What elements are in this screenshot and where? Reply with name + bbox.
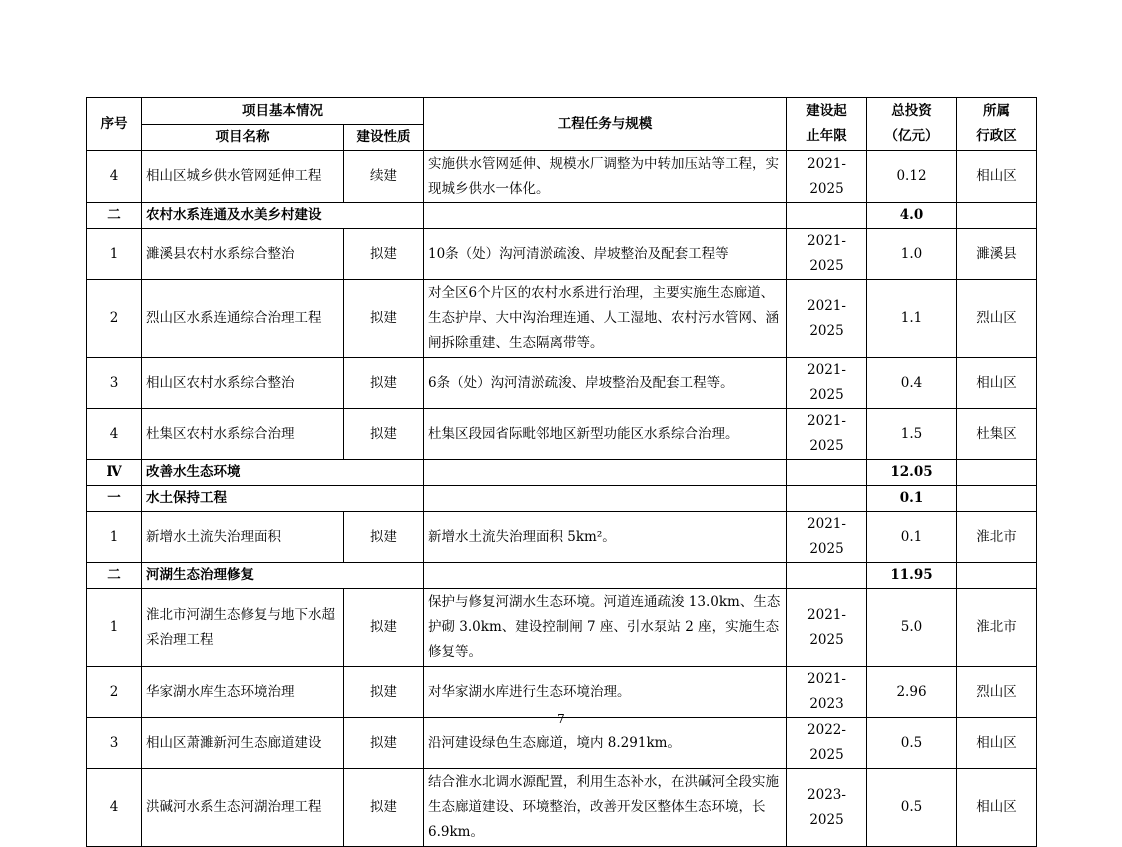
header-district [957,98,1037,151]
row-invest: 0.12 [867,151,957,203]
row-seq: 3 [87,358,142,409]
header-period-line1: 建设起 [806,103,847,119]
row-seq: 2 [87,667,142,718]
row-period: 2022-2025 [787,718,867,769]
row-invest: 0.5 [867,769,957,847]
row-period: 2021-2025 [787,589,867,667]
header-invest-line1: 总投资 [891,103,932,119]
row-name: 相山区萧濉新河生态廊道建设 [142,718,344,769]
row-nature: 拟建 [344,229,424,280]
row-nature: 续建 [344,151,424,203]
row-district [957,486,1037,512]
row-nature: 拟建 [344,280,424,358]
row-seq: 2 [87,280,142,358]
row-period: 2021-2023 [787,667,867,718]
header-task: 工程任务与规模 [424,98,787,151]
section-row [87,563,1037,589]
row-period: 2023-2025 [787,769,867,847]
row-district: 烈山区 [957,667,1037,718]
row-name: 濉溪县农村水系综合整治 [142,229,344,280]
header-basic-info: 项目基本情况 [142,98,424,125]
header-period-line2: 止年限 [806,128,847,144]
row-seq: 1 [87,512,142,563]
table-row [87,358,1037,409]
row-task [424,460,787,486]
header-invest-line2: （亿元） [884,128,939,144]
row-invest: 2.96 [867,667,957,718]
row-seq: 二 [87,563,142,589]
row-period: 2021-2025 [787,358,867,409]
row-name: 相山区农村水系综合整治 [142,358,344,409]
table-row [87,151,1037,203]
row-invest: 5.0 [867,589,957,667]
row-nature: 拟建 [344,358,424,409]
row-task: 对全区6个片区的农村水系进行治理，主要实施生态廊道、生态护岸、大中沟治理连通、人工湿地、农村污水管网、涵闸拆除重建、生态隔离带等。 [424,280,787,358]
row-nature: 拟建 [344,409,424,460]
table-row [87,667,1037,718]
row-task: 结合淮水北调水源配置，利用生态补水，在洪碱河全段实施生态廊道建设、环境整治，改善开发区整体生态环境，长 6.9km。 [424,769,787,847]
header-name: 项目名称 [142,125,344,151]
row-seq: 二 [87,203,142,229]
row-district: 相山区 [957,769,1037,847]
row-district: 杜集区 [957,409,1037,460]
table-row [87,229,1037,280]
row-name: 洪碱河水系生态河湖治理工程 [142,769,344,847]
row-task: 保护与修复河湖水生态环境。河道连通疏浚 13.0km、生态护砌 3.0km、建设控制闸 7 座、引水泵站 2 座，实施生态修复等。 [424,589,787,667]
row-name: 烈山区水系连通综合治理工程 [142,280,344,358]
row-invest: 0.5 [867,718,957,769]
row-nature: 拟建 [344,769,424,847]
row-period: 2021-2025 [787,280,867,358]
row-task [424,486,787,512]
row-invest: 0.1 [867,486,957,512]
row-district: 相山区 [957,151,1037,203]
row-seq: 1 [87,229,142,280]
row-invest: 1.5 [867,409,957,460]
table-row [87,280,1037,358]
row-name: 农村水系连通及水美乡村建设 [142,203,424,229]
row-seq: 3 [87,718,142,769]
row-period: 2021-2025 [787,409,867,460]
row-task: 实施供水管网延伸、规模水厂调整为中转加压站等工程，实现城乡供水一体化。 [424,151,787,203]
row-seq: 4 [87,151,142,203]
row-district: 淮北市 [957,512,1037,563]
row-period: 2021-2025 [787,512,867,563]
row-seq: 1 [87,589,142,667]
row-district: 相山区 [957,718,1037,769]
row-period [787,203,867,229]
row-district [957,203,1037,229]
section-row [87,486,1037,512]
row-task: 对华家湖水库进行生态环境治理。 [424,667,787,718]
header-nature: 建设性质 [344,125,424,151]
row-name: 改善水生态环境 [142,460,424,486]
row-task: 新增水土流失治理面积 5km²。 [424,512,787,563]
row-invest: 4.0 [867,203,957,229]
row-name: 淮北市河湖生态修复与地下水超采治理工程 [142,589,344,667]
row-seq: 一 [87,486,142,512]
row-name: 杜集区农村水系综合治理 [142,409,344,460]
row-district [957,563,1037,589]
header-district-line2: 行政区 [976,128,1017,144]
row-district: 相山区 [957,358,1037,409]
row-period [787,563,867,589]
table-row [87,589,1037,667]
row-name: 新增水土流失治理面积 [142,512,344,563]
header-district-line1: 所属 [983,103,1010,119]
row-seq: 4 [87,769,142,847]
row-name: 河湖生态治理修复 [142,563,424,589]
row-task: 10条（处）沟河清淤疏浚、岸坡整治及配套工程等 [424,229,787,280]
row-period [787,486,867,512]
table-row [87,512,1037,563]
row-name: 华家湖水库生态环境治理 [142,667,344,718]
project-table [86,97,1037,847]
row-invest: 12.05 [867,460,957,486]
row-period: 2021-2025 [787,229,867,280]
row-task: 杜集区段园省际毗邻地区新型功能区水系综合治理。 [424,409,787,460]
table-row [87,409,1037,460]
table-row [87,769,1037,847]
row-invest: 0.4 [867,358,957,409]
row-seq: Ⅳ [87,460,142,486]
row-period: 2021-2025 [787,151,867,203]
row-task [424,563,787,589]
row-invest: 1.1 [867,280,957,358]
header-period [787,98,867,151]
row-name: 水土保持工程 [142,486,424,512]
section-row [87,203,1037,229]
row-task: 沿河建设绿色生态廊道，境内 8.291km。 [424,718,787,769]
row-seq: 4 [87,409,142,460]
row-nature: 拟建 [344,512,424,563]
row-task [424,203,787,229]
section-row [87,460,1037,486]
row-period [787,460,867,486]
row-nature: 拟建 [344,667,424,718]
header-invest [867,98,957,151]
row-invest: 1.0 [867,229,957,280]
page-number: 7 [557,712,565,726]
row-invest: 11.95 [867,563,957,589]
row-task: 6条（处）沟河清淤疏浚、岸坡整治及配套工程等。 [424,358,787,409]
row-district: 烈山区 [957,280,1037,358]
header-seq: 序号 [87,98,142,151]
row-invest: 0.1 [867,512,957,563]
row-district: 淮北市 [957,589,1037,667]
row-name: 相山区城乡供水管网延伸工程 [142,151,344,203]
row-nature: 拟建 [344,718,424,769]
row-district [957,460,1037,486]
row-nature: 拟建 [344,589,424,667]
row-district: 濉溪县 [957,229,1037,280]
